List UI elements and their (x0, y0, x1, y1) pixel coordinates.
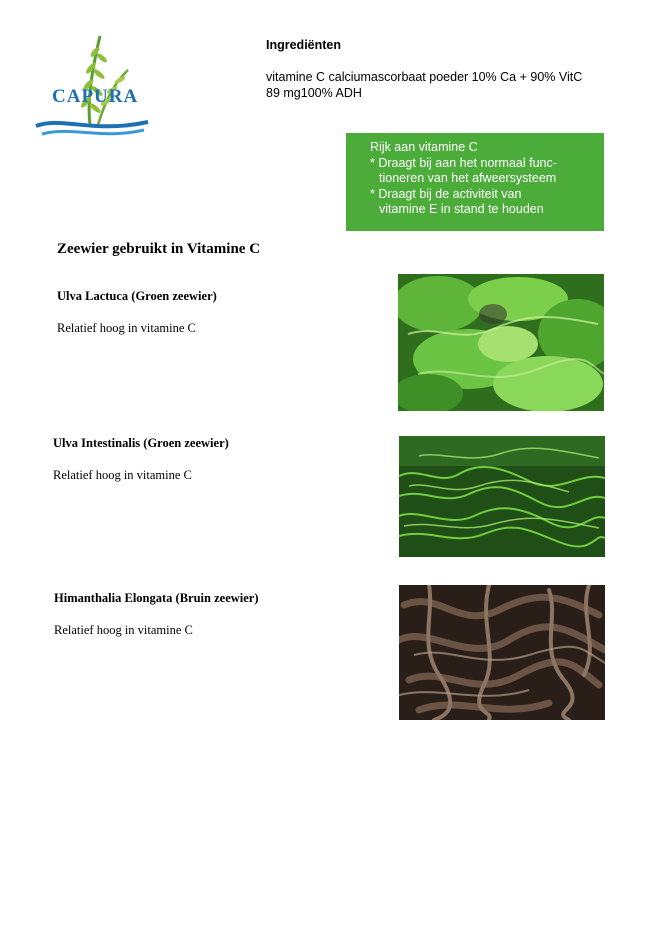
health-claims-box (346, 133, 604, 231)
claim-line: * Draagt bij de activiteit van (370, 186, 522, 201)
seaweed-description: Relatief hoog in vitamine C (54, 623, 193, 637)
ulva-intestinalis-photo (399, 436, 605, 557)
seaweed-description: Relatief hoog in vitamine C (53, 468, 192, 482)
ingredients-line: 89 mg100% ADH (266, 86, 362, 100)
claim-line: vitamine E in stand te houden (379, 202, 544, 216)
logo-wordmark: CAPURA (52, 86, 139, 107)
claim-line: tioneren van het afweersysteem (379, 171, 557, 185)
claim-line: * Draagt bij aan het normaal func- (370, 155, 557, 170)
seaweed-description: Relatief hoog in vitamine C (57, 321, 196, 335)
ulva-lactuca-photo (398, 274, 604, 411)
seaweed-name: Ulva Intestinalis (Groen zeewier) (53, 436, 229, 450)
ingredients-title: Ingrediënten (266, 38, 342, 52)
ingredients-line: vitamine C calciumascorbaat poeder 10% Ca + 90% VitC (266, 70, 583, 84)
himanthalia-elongata-photo (399, 585, 605, 720)
seaweed-name: Ulva Lactuca (Groen zeewier) (57, 289, 217, 303)
seaweed-name: Himanthalia Elongata (Bruin zeewier) (54, 591, 259, 605)
section-title: Zeewier gebruikt in Vitamine C (57, 241, 261, 257)
ingredients-text (266, 69, 626, 101)
claim-line: Rijk aan vitamine C (370, 140, 478, 154)
